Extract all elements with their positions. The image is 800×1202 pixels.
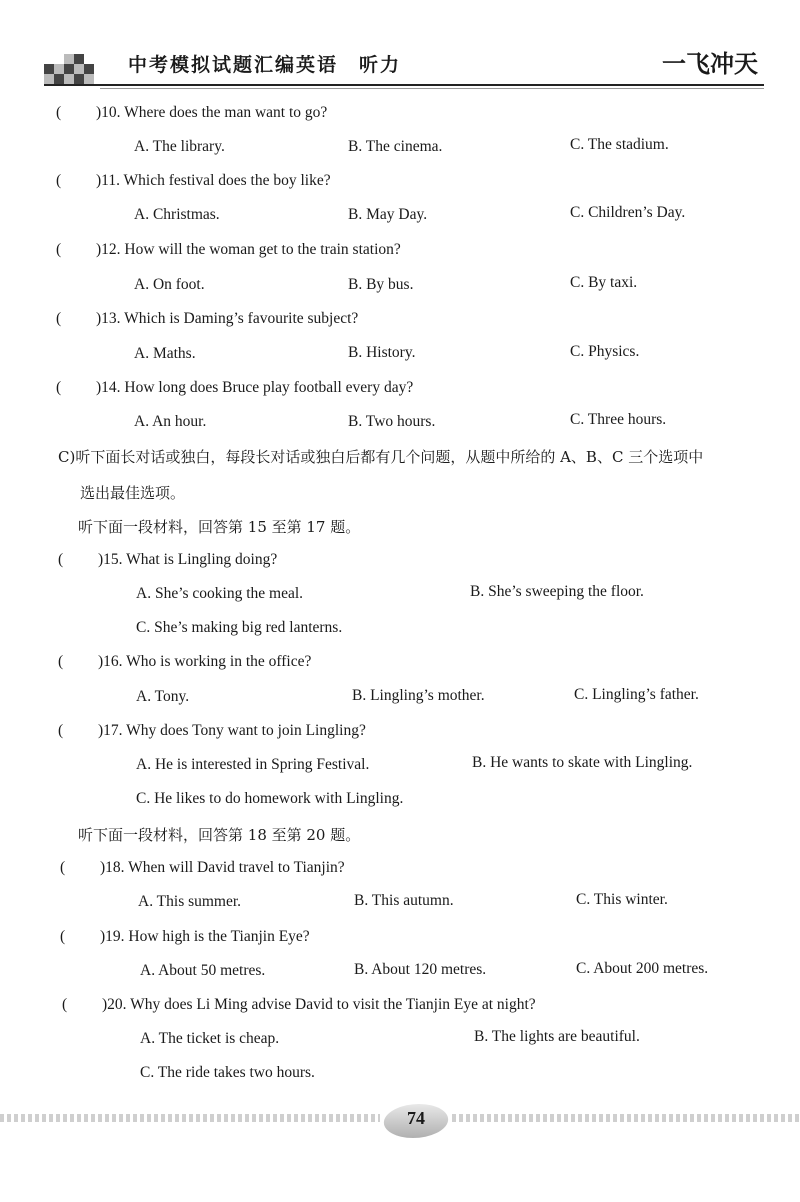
section-c-instruction-cont: 选出最佳选项。	[80, 484, 186, 502]
answer-blank: (	[58, 551, 64, 568]
option-a: A. Maths.	[134, 345, 196, 362]
option-b: B. The cinema.	[348, 138, 443, 155]
option-b: B. Two hours.	[348, 413, 436, 430]
question-12	[56, 241, 401, 259]
option-c: C. About 200 metres.	[576, 960, 709, 977]
header-divider-thin	[100, 88, 764, 89]
option-b: B. Lingling’s mother.	[352, 687, 485, 704]
option-b: B. History.	[348, 344, 416, 361]
page-number: 74	[407, 1108, 425, 1128]
option-c: C. She’s making big red lanterns.	[136, 619, 343, 636]
option-c: C. The stadium.	[570, 136, 669, 153]
question-16	[58, 653, 311, 671]
option-a: A. Christmas.	[134, 206, 220, 223]
option-c: C. Three hours.	[570, 411, 667, 428]
answer-blank: (	[56, 379, 62, 396]
page-header	[0, 0, 800, 100]
question-text: )14. How long does Bruce play football every day?	[96, 379, 414, 396]
question-13	[56, 310, 358, 328]
option-a: A. He is interested in Spring Festival.	[136, 756, 370, 773]
option-b: B. This autumn.	[354, 892, 454, 909]
question-text: )20. Why does Li Ming advise David to visit the Tianjin Eye at night?	[102, 996, 536, 1013]
option-c: C. This winter.	[576, 891, 668, 908]
checker-logo-icon	[44, 48, 100, 84]
question-text: )16. Who is working in the office?	[98, 653, 312, 670]
option-c: C. Children’s Day.	[570, 204, 686, 221]
option-b: B. About 120 metres.	[354, 961, 487, 978]
option-a: A. An hour.	[134, 413, 207, 430]
group-intro-15-17: 听下面一段材料，回答第 15 至第 17 题。	[78, 518, 361, 536]
page-footer	[0, 1100, 800, 1160]
footer-pattern-left	[0, 1114, 380, 1122]
question-20	[62, 996, 536, 1014]
option-a: A. Tony.	[136, 688, 190, 705]
option-c: C. By taxi.	[570, 274, 638, 291]
answer-blank: (	[56, 241, 62, 258]
answer-blank: (	[58, 722, 64, 739]
option-c: C. Lingling’s father.	[574, 686, 699, 703]
answer-blank: (	[62, 996, 68, 1013]
footer-pattern-right	[452, 1114, 800, 1122]
option-a: A. She’s cooking the meal.	[136, 585, 304, 602]
option-c: C. He likes to do homework with Lingling.	[136, 790, 404, 807]
question-11	[56, 172, 331, 190]
option-b: B. By bus.	[348, 276, 414, 293]
answer-blank: (	[56, 172, 62, 189]
option-c: C. The ride takes two hours.	[140, 1064, 315, 1081]
option-a: A. This summer.	[138, 893, 242, 910]
question-text: )11. Which festival does the boy like?	[96, 172, 331, 189]
question-text: )12. How will the woman get to the train station?	[96, 241, 401, 258]
option-a: A. About 50 metres.	[140, 962, 266, 979]
question-text: )18. When will David travel to Tianjin?	[100, 859, 345, 876]
option-a: A. The ticket is cheap.	[140, 1030, 280, 1047]
question-10	[56, 104, 327, 122]
option-b: B. He wants to skate with Lingling.	[472, 754, 693, 771]
header-divider	[44, 84, 764, 86]
answer-blank: (	[56, 104, 62, 121]
question-14	[56, 379, 413, 397]
header-brand: 一飞冲天	[662, 50, 758, 78]
question-text: )13. Which is Daming’s favourite subject?	[96, 310, 359, 327]
answer-blank: (	[56, 310, 62, 327]
group-intro-18-20: 听下面一段材料，回答第 18 至第 20 题。	[78, 826, 361, 844]
option-a: A. On foot.	[134, 276, 205, 293]
question-text: )19. How high is the Tianjin Eye?	[100, 928, 310, 945]
option-b: B. She’s sweeping the floor.	[470, 583, 644, 600]
question-15	[58, 551, 277, 569]
answer-blank: (	[60, 928, 66, 945]
option-a: A. The library.	[134, 138, 225, 155]
question-text: )15. What is Lingling doing?	[98, 551, 278, 568]
option-b: B. May Day.	[348, 206, 428, 223]
header-title: 中考模拟试题汇编英语 听力	[128, 54, 402, 76]
question-18	[60, 859, 345, 877]
question-text: )10. Where does the man want to go?	[96, 104, 328, 121]
section-c-instruction: C)听下面长对话或独白，每段长对话或独白后都有几个问题，从题中所给的 A、B、C 三个选项中	[58, 448, 704, 466]
question-19	[60, 928, 310, 946]
question-text: )17. Why does Tony want to join Lingling?	[98, 722, 366, 739]
question-17	[58, 722, 366, 740]
answer-blank: (	[60, 859, 66, 876]
option-b: B. The lights are beautiful.	[474, 1028, 640, 1045]
option-c: C. Physics.	[570, 343, 640, 360]
answer-blank: (	[58, 653, 64, 670]
